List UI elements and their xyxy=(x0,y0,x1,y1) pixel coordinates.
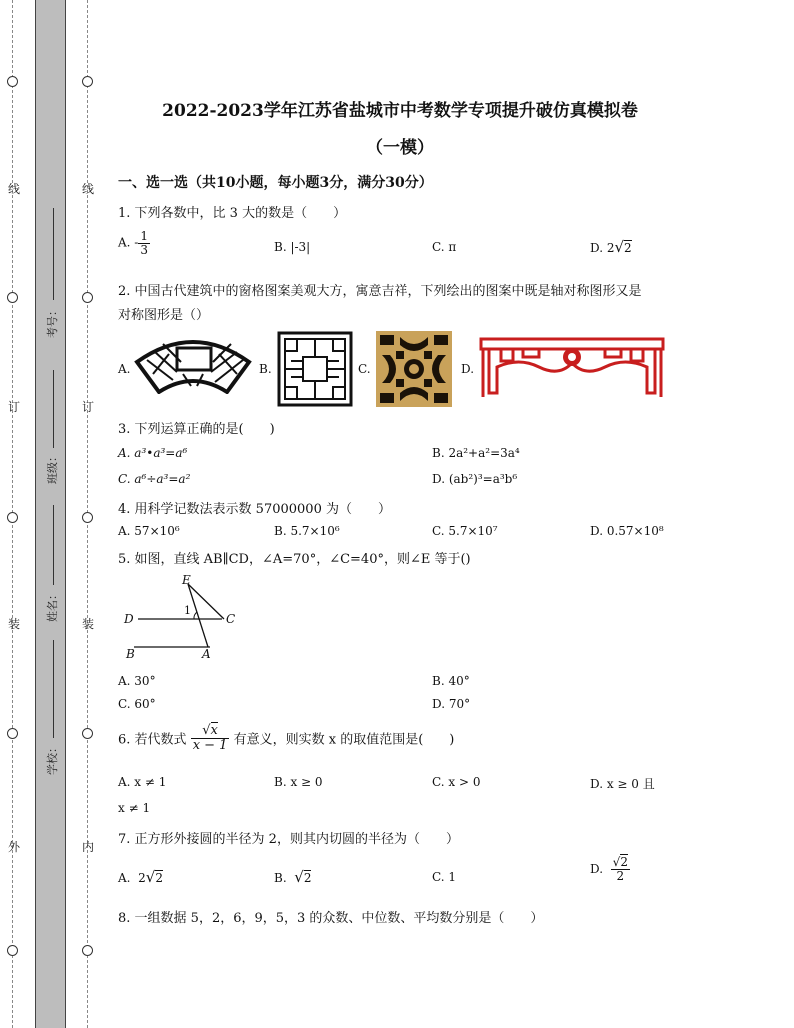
question-5-stem: 5. 如图，直线 AB∥CD，∠A=70°，∠C=40°，则∠E 等于() xyxy=(118,552,471,567)
side-char-xian: 线 xyxy=(8,182,21,196)
q6-fraction xyxy=(191,724,230,752)
field-name-label: 姓名： xyxy=(46,589,59,622)
q6-stem-prefix: 6. 若代数式 xyxy=(118,732,187,748)
binding-hole-icon xyxy=(7,945,18,956)
side-char-zhuang: 装 xyxy=(8,617,21,631)
question-2-stem-line2: 对称图形是（） xyxy=(118,308,210,323)
binding-band xyxy=(35,0,66,1028)
q7-option-b xyxy=(274,868,311,886)
field-class-line xyxy=(53,370,54,448)
field-school-line xyxy=(53,640,54,738)
fraction-numerator xyxy=(191,724,230,739)
side-char-ding: 订 xyxy=(8,400,21,414)
q3-option-b: B. 2a²+a²=3a⁴ xyxy=(432,446,520,460)
binding-hole-icon xyxy=(7,76,18,87)
binding-hole-icon xyxy=(7,512,18,523)
q4-option-a: A. 57×10⁶ xyxy=(118,524,180,538)
question-6-stem xyxy=(118,724,454,752)
radicand: 2 xyxy=(624,241,632,255)
q1-option-d xyxy=(590,238,632,256)
page-subtitle: （一模） xyxy=(366,138,434,158)
label-c: C xyxy=(226,612,236,626)
q2-window-lattice-gold-image xyxy=(376,331,452,407)
q6-option-d-continued: x ≠ 1 xyxy=(118,801,151,815)
q7-option-d-fraction xyxy=(611,856,630,882)
q1-option-c: C. π xyxy=(432,240,457,254)
q7-option-d-label: D. xyxy=(590,862,604,877)
question-2-stem-line1: 2. 中国古代建筑中的窗格图案美观大方，寓意吉祥，下列绘出的图案中既是轴对称图形又是 xyxy=(118,284,642,299)
label-angle-1: 1 xyxy=(184,604,191,617)
q1-option-b: B. |-3| xyxy=(274,240,311,254)
field-class-label: 班级： xyxy=(46,451,59,484)
q6-option-a: A. x ≠ 1 xyxy=(118,775,167,789)
sqrt-icon: √ xyxy=(294,868,304,886)
question-4-stem: 4. 用科学记数法表示数 57000000 为（ ） xyxy=(118,502,391,517)
q3-option-c: C. a⁶÷a³=a² xyxy=(118,472,191,486)
q7-option-b-label: B. xyxy=(274,871,287,885)
q2-window-lattice-square-image xyxy=(277,331,353,407)
radicand: 2 xyxy=(303,871,312,885)
q2-option-b: B. xyxy=(259,362,272,376)
section-heading: 一、选一选（共10小题，每小题3分，满分30分） xyxy=(118,175,433,191)
q5-option-c: C. 60° xyxy=(118,697,156,711)
sqrt-icon: √ xyxy=(614,238,625,256)
q6-stem-suffix: 有意义，则实数 x 的取值范围是( ) xyxy=(233,732,455,748)
q5-option-d: D. 70° xyxy=(432,697,471,711)
binding-hole-icon xyxy=(82,945,93,956)
side-char-xian-inner: 线 xyxy=(82,182,95,196)
q1-option-d-label: D. 2 xyxy=(590,241,615,255)
radicand: 2 xyxy=(155,871,163,885)
label-d: D xyxy=(124,612,134,626)
field-name-line xyxy=(53,505,54,585)
q7-option-a-label: A. xyxy=(118,871,131,885)
side-char-zhuang-inner: 装 xyxy=(82,617,95,631)
binding-hole-icon xyxy=(82,728,93,739)
q4-option-d: D. 0.57×10⁸ xyxy=(590,524,664,538)
fraction-denominator: 3 xyxy=(140,242,148,257)
q2-option-c: C. xyxy=(358,362,371,376)
q6-option-b: B. x ≥ 0 xyxy=(274,775,323,789)
coefficient: 2 xyxy=(138,871,146,885)
page-title: 2022-2023学年江苏省盐城市中考数学专项提升破仿真模拟卷 xyxy=(162,101,638,121)
side-char-wai: 外 xyxy=(8,840,21,854)
fraction-numerator: 1 xyxy=(140,229,148,243)
question-8-stem: 8. 一组数据 5，2，6，9，5，3 的众数、中位数、平均数分别是（ ） xyxy=(118,911,544,926)
field-exam-number-line xyxy=(53,208,54,300)
q1-option-a-fraction xyxy=(138,230,150,256)
q5-option-b: B. 40° xyxy=(432,674,470,688)
q1-option-a xyxy=(118,230,150,256)
binding-hole-icon xyxy=(82,512,93,523)
radicand: x xyxy=(210,723,218,738)
fraction-denominator: 2 xyxy=(616,868,625,883)
field-exam-number-label: 考号： xyxy=(46,305,59,338)
label-e: E xyxy=(182,573,191,587)
sqrt-icon: √ xyxy=(612,855,621,869)
question-1-stem: 1. 下列各数中，比 3 大的数是（ ） xyxy=(118,206,347,221)
q4-option-b: B. 5.7×10⁶ xyxy=(274,524,340,538)
side-char-nei-inner: 内 xyxy=(82,840,95,854)
binding-hole-icon xyxy=(7,728,18,739)
q2-window-lattice-fan-image xyxy=(133,332,253,394)
binding-hole-icon xyxy=(82,292,93,303)
q7-option-a xyxy=(118,868,163,886)
sqrt-icon: √ xyxy=(145,868,156,886)
binding-hole-icon xyxy=(82,76,93,87)
q7-option-c: C. 1 xyxy=(432,870,457,884)
q5-option-a: A. 30° xyxy=(118,674,156,688)
q5-parallel-lines-figure xyxy=(118,572,248,660)
question-3-stem: 3. 下列运算正确的是( ) xyxy=(118,422,275,437)
question-7-stem: 7. 正方形外接圆的半径为 2，则其内切圆的半径为（ ） xyxy=(118,832,459,847)
side-char-ding-inner: 订 xyxy=(82,400,95,414)
field-school-label: 学校： xyxy=(46,742,59,775)
q6-option-d: D. x ≥ 0 且 xyxy=(590,777,655,791)
q3-option-a: A. a³•a³=a⁶ xyxy=(118,446,188,460)
q2-option-a: A. xyxy=(118,362,131,376)
q3-option-d: D. (ab²)³=a³b⁶ xyxy=(432,472,518,486)
q2-option-d: D. xyxy=(461,362,475,376)
sqrt-icon: √ xyxy=(202,723,211,738)
binding-hole-icon xyxy=(7,292,18,303)
fraction-denominator: x − 1 xyxy=(192,737,228,753)
q1-option-a-label: A. - xyxy=(118,235,139,250)
fraction-numerator xyxy=(611,856,630,870)
label-b: B xyxy=(126,647,135,660)
radicand: 2 xyxy=(620,855,628,869)
q4-option-c: C. 5.7×10⁷ xyxy=(432,524,498,538)
label-a: A xyxy=(202,647,211,660)
q7-option-d xyxy=(590,856,630,882)
q6-option-c: C. x > 0 xyxy=(432,775,481,789)
q2-window-lattice-red-arch-image xyxy=(479,337,665,399)
angle-1-arc xyxy=(194,612,197,619)
